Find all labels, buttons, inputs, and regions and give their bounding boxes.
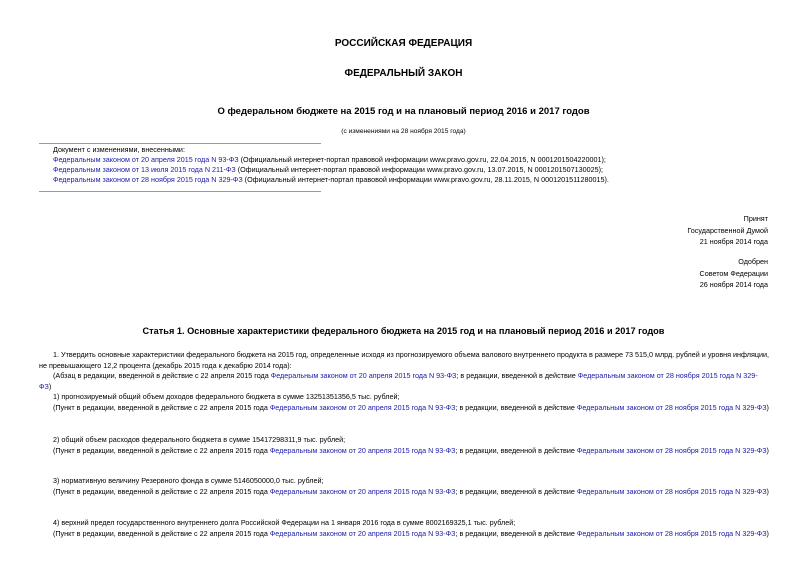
adoption-duma-line: Государственной Думой — [687, 225, 768, 235]
revision-note-punkt — [39, 402, 769, 413]
note-link-329fz[interactable]: Федеральным законом от 28 ноября 2015 года N 329-ФЗ — [576, 529, 767, 538]
note-link-93fz[interactable]: Федеральным законом от 20 апреля 2015 года N 93-ФЗ — [269, 446, 456, 455]
amendment-item — [53, 155, 793, 165]
revision-note-abzac — [39, 370, 769, 392]
note-text: ) — [766, 403, 769, 412]
amendment-text: (Официальный интернет-портал правовой информации www.pravo.gov.ru, 28.11.2015, N 0001201511280015). — [242, 175, 609, 184]
note-link-329fz[interactable]: Федеральным законом от 28 ноября 2015 года N 329-ФЗ — [39, 371, 758, 391]
amendment-link[interactable]: Федеральным законом от 13 июля 2015 года N 211-ФЗ — [53, 165, 236, 174]
amendment-text: (Официальный интернет-портал правовой информации www.pravo.gov.ru, 22.04.2015, N 0001201504220001); — [238, 155, 606, 164]
article-heading: Статья 1. Основные характеристики федерального бюджета на 2015 год и на плановый период 2016 и 2017 годов — [142, 326, 665, 336]
item-text: 4) верхний предел государственного внутреннего долга Российской Федерации на 1 января 2016 года в сумме 8002169325,1 тыс. рублей; — [53, 518, 516, 527]
note-text: (Пункт в редакции, введенной в действие с 22 апреля 2015 года — [53, 487, 270, 496]
amendment-link[interactable]: Федеральным законом от 28 ноября 2015 года N 329-ФЗ — [53, 175, 243, 184]
adoption-duma — [687, 213, 768, 248]
note-link-329fz[interactable]: Федеральным законом от 28 ноября 2015 года N 329-ФЗ — [576, 403, 767, 412]
adoption-duma-line: Принят — [743, 214, 768, 223]
note-link-93fz[interactable]: Федеральным законом от 20 апреля 2015 года N 93-ФЗ — [270, 371, 457, 380]
law-title: О федеральном бюджете на 2015 год и на плановый период 2016 и 2017 годов — [217, 106, 590, 117]
note-text: (Пункт в редакции, введенной в действие с 22 апреля 2015 года — [53, 446, 270, 455]
amendment-item — [53, 175, 793, 185]
item-text: 3) нормативную величину Резервного фонда в сумме 5146050000,0 тыс. рублей; — [53, 476, 324, 485]
item-text: 1) прогнозируемый общий объем доходов федерального бюджета в сумме 13251351356,5 тыс. рублей; — [53, 392, 400, 401]
note-text: ; в редакции, введенной в действие — [456, 371, 578, 380]
article-paragraph-1 — [39, 349, 769, 371]
note-text: (Пункт в редакции, введенной в действие с 22 апреля 2015 года — [53, 403, 270, 412]
note-link-93fz[interactable]: Федеральным законом от 20 апреля 2015 года N 93-ФЗ — [269, 403, 456, 412]
note-text: (Абзац в редакции, введенной в действие с 22 апреля 2015 года — [53, 371, 271, 380]
note-text: (Пункт в редакции, введенной в действие с 22 апреля 2015 года — [53, 529, 270, 538]
note-link-329fz[interactable]: Федеральным законом от 28 ноября 2015 года N 329-ФЗ — [576, 487, 767, 496]
note-text: ) — [48, 382, 52, 391]
note-text: ; в редакции, введенной в действие — [455, 487, 577, 496]
item-text: 2) общий объем расходов федерального бюджета в сумме 15417298311,9 тыс. рублей; — [53, 435, 346, 444]
note-text: ; в редакции, введенной в действие — [455, 403, 577, 412]
note-link-93fz[interactable]: Федеральным законом от 20 апреля 2015 года N 93-ФЗ — [269, 529, 456, 538]
article-item-3 — [39, 475, 769, 486]
note-text: ; в редакции, введенной в действие — [455, 446, 577, 455]
amendment-link[interactable]: Федеральным законом от 20 апреля 2015 года N 93-ФЗ — [53, 155, 239, 164]
note-text: ) — [766, 446, 769, 455]
law-type-heading: ФЕДЕРАЛЬНЫЙ ЗАКОН — [344, 68, 463, 79]
note-text: ; в редакции, введенной в действие — [455, 529, 577, 538]
amendments-top-rule — [39, 143, 321, 144]
revision-note-punkt — [39, 528, 769, 539]
revision-note-punkt — [39, 445, 769, 456]
article-item-4 — [39, 517, 769, 528]
note-link-93fz[interactable]: Федеральным законом от 20 апреля 2015 года N 93-ФЗ — [269, 487, 456, 496]
note-link-329fz[interactable]: Федеральным законом от 28 ноября 2015 года N 329-ФЗ — [576, 446, 767, 455]
paragraph-text: 1. Утвердить основные характеристики федерального бюджета на 2015 год, определенные исходя из прогнозируемого объема валового внутреннего продукта в размере 73 515,0 млрд. рублей и уровня инфляции, не превышающего 12,2 процента (декабрь 2015 года к декабрю 2014 года): — [39, 350, 769, 370]
adoption-council — [700, 256, 768, 291]
document-country: РОССИЙСКАЯ ФЕДЕРАЦИЯ — [334, 38, 473, 49]
amendment-text: (Официальный интернет-портал правовой информации www.pravo.gov.ru, 13.07.2015, N 0001201507130025); — [235, 165, 603, 174]
amendments-intro: Документ с изменениями, внесенными: — [53, 145, 185, 154]
amendments-bottom-rule — [39, 191, 321, 192]
adoption-duma-date: 21 ноября 2014 года — [699, 237, 768, 246]
note-text: ) — [766, 487, 769, 496]
article-item-1 — [39, 391, 769, 402]
revision-note: (с изменениями на 28 ноября 2015 года) — [341, 128, 466, 135]
revision-note-punkt — [39, 486, 769, 497]
adoption-council-line: Советом Федерации — [699, 268, 768, 278]
amendment-item — [53, 165, 793, 175]
adoption-council-date: 26 ноября 2014 года — [699, 280, 768, 289]
note-text: ) — [766, 529, 769, 538]
amendments-block — [53, 145, 793, 185]
article-item-2 — [39, 434, 769, 445]
adoption-council-line: Одобрен — [738, 257, 768, 266]
